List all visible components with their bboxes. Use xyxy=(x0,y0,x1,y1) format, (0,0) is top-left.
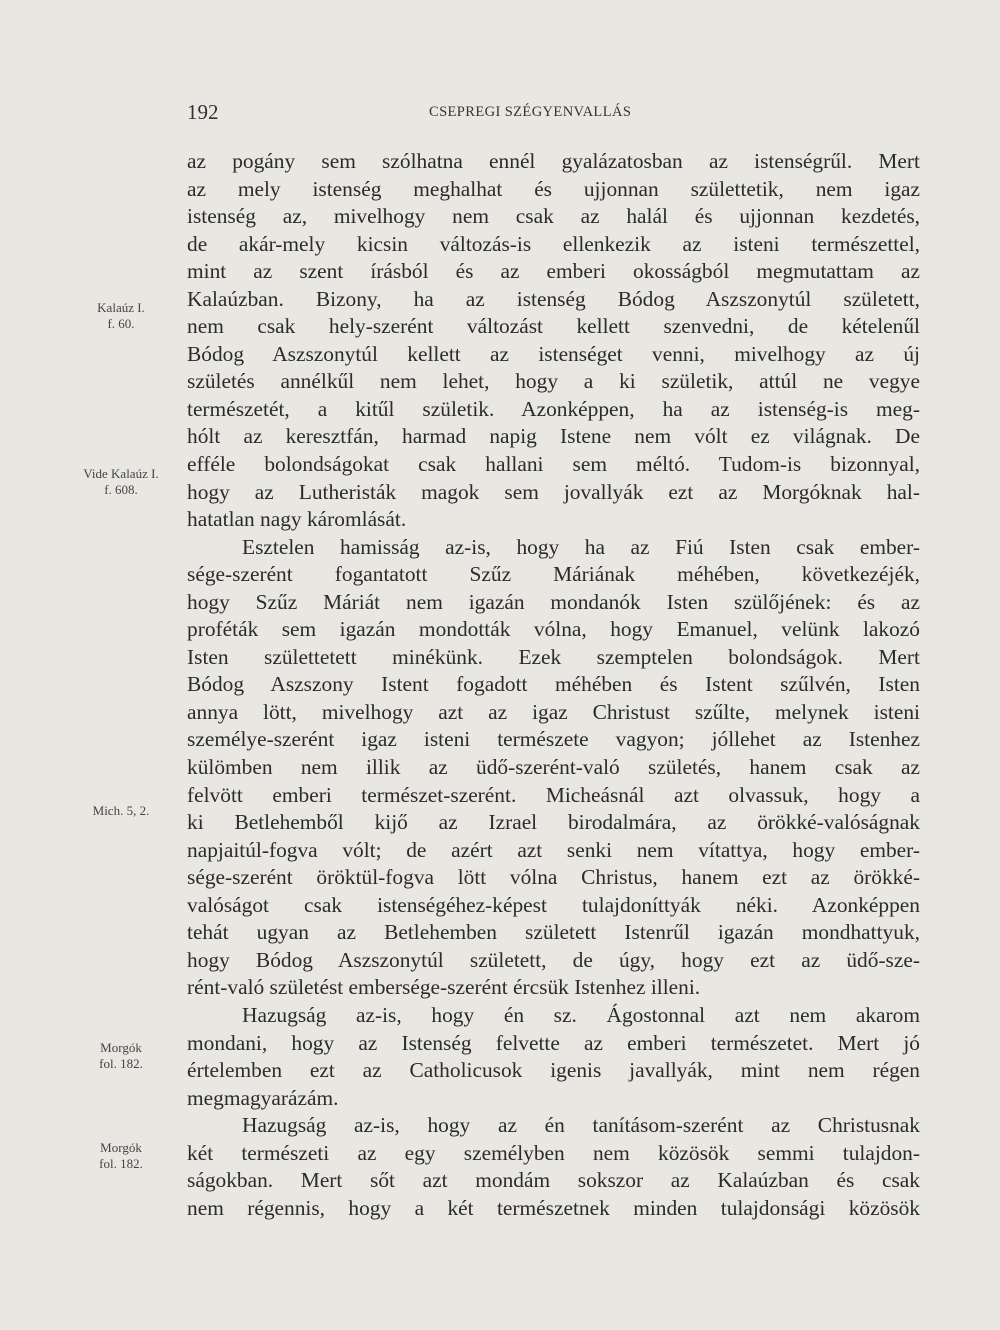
text-line: sége-szerént fogantatott Szűz Máriának méhében, következéjék, xyxy=(187,562,920,587)
margin-note xyxy=(62,466,180,498)
margin-note-line: Morgók xyxy=(100,1040,142,1055)
text-line: proféták sem igazán mondották vólna, hogy Emanuel, velünk lakozó xyxy=(187,617,920,642)
text-line: hogy az Lutheristák magok sem jovallyák ezt az Morgóknak hal- xyxy=(187,479,920,504)
text-line: mint az szent írásból és az emberi okosságból megmutattam az xyxy=(187,259,920,284)
text-line: felvött emberi természet-szerént. Micheásnál azt olvassuk, hogy a xyxy=(187,782,920,807)
text-line: Kalaúzban. Bizony, ha az istenség Bódog Aszszonytúl született, xyxy=(187,286,920,311)
page-number: 192 xyxy=(187,100,219,124)
text-line: nem csak hely-szerént változást kellett szenvedni, de kételenűl xyxy=(187,314,920,339)
text-line: hogy Bódog Aszszonytúl született, de úgy, hogy ezt az üdő-sze- xyxy=(187,947,920,972)
text-line: értelemben ezt az Catholicusok igenis javallyák, mint nem régen xyxy=(187,1058,920,1083)
text-line: tehát ugyan az Betlehemben született Istenrűl igazán mondhattyuk, xyxy=(187,920,920,945)
text-line: valóságot csak istenségéhez-képest tulajdoníttyák néki. Azonképpen xyxy=(187,892,920,917)
text-line: efféle bolondságokat csak hallani sem méltó. Tudom-is bizonnyal, xyxy=(187,452,920,477)
text-line: hatatlan nagy káromlását. xyxy=(187,507,407,532)
margin-note-line: fol. 182. xyxy=(99,1156,143,1171)
text-line: születés annélkűl nem lehet, hogy a ki születik, attúl ne vegye xyxy=(187,369,920,394)
body-text xyxy=(187,148,920,1222)
text-line: nem régennis, hogy a két természetnek minden tulajdonsági közösök xyxy=(187,1195,920,1220)
margin-note xyxy=(62,300,180,332)
text-line: hogy Szűz Máriát nem igazán mondanók Isten szülőjének: és az xyxy=(187,589,920,614)
margin-note-line: Mich. 5, 2. xyxy=(92,803,150,818)
text-line: istenség az, mivelhogy nem csak az halál és ujjonnan kezdetés, xyxy=(187,204,920,229)
text-line: megmagyarázám. xyxy=(187,1085,339,1110)
text-line: mondani, hogy az Istenség felvette az emberi természetet. Mert jó xyxy=(187,1030,920,1055)
running-title: CSEPREGI SZÉGYENVALLÁS xyxy=(429,104,632,120)
text-line: Hazugság az-is, hogy az én tanításom-szerént az Christusnak xyxy=(242,1113,920,1138)
margin-note xyxy=(62,803,180,819)
text-line: természetét, a kitűl születik. Azonképpen, ha az istenség-is meg- xyxy=(187,396,920,421)
text-line: sége-szerént öröktül-fogva lött vólna Christus, hanem ezt az örökké- xyxy=(187,865,920,890)
text-line: hólt az keresztfán, harmad napig Istene nem vólt ez világnak. De xyxy=(187,424,920,449)
text-line: Bódog Aszszony Istent fogadott méhében és Istent szűlvén, Isten xyxy=(187,672,920,697)
text-line: Isten születtetett minékünk. Ezek szemptelen bolondságok. Mert xyxy=(187,644,920,669)
text-line: rént-való születést embersége-szerént ércsük Istenhez illeni. xyxy=(187,975,701,1000)
text-line: napjaitúl-fogva vólt; de azért azt senki nem vítattya, hogy ember- xyxy=(187,837,920,862)
margin-note-line: Kalaúz I. xyxy=(97,300,145,315)
text-line: ki Betlehemből kijő az Izrael birodalmára, az örökké-valóságnak xyxy=(187,810,920,835)
text-line: de akár-mely kicsin változás-is ellenkezik az isteni természettel, xyxy=(187,231,920,256)
text-line: két természeti az egy személyben nem közösök semmi tulajdon- xyxy=(187,1140,920,1165)
page-header xyxy=(187,100,920,130)
margin-note-line: Vide Kalaúz I. xyxy=(83,466,159,481)
margin-note-line: f. 60. xyxy=(107,316,135,331)
text-line: Esztelen hamisság az-is, hogy ha az Fiú Isten csak ember- xyxy=(242,534,920,559)
text-line: Hazugság az-is, hogy én sz. Ágostonnal azt nem akarom xyxy=(242,1002,920,1027)
margin-note-line: fol. 182. xyxy=(99,1056,143,1071)
margin-note-line: f. 608. xyxy=(104,482,138,497)
text-line: az pogány sem szólhatna ennél gyalázatosban az istenségrűl. Mert xyxy=(187,149,920,173)
text-line: ságokban. Mert sőt azt mondám sokszor az Kalaúzban és csak xyxy=(187,1168,920,1193)
text-line: Bódog Aszszonytúl kellett az istenséget venni, mivelhogy az új xyxy=(187,341,920,366)
text-line: külömben nem illik az üdő-szerént-való születés, hanem csak az xyxy=(187,755,920,780)
margin-note xyxy=(62,1040,180,1072)
text-line: az mely istenség meghalhat és ujjonnan születtetik, nem igaz xyxy=(187,176,920,201)
margin-note-line: Morgók xyxy=(100,1140,142,1155)
text-line: annya lött, mivelhogy azt az igaz Christust szűlte, melynek isteni xyxy=(187,699,920,724)
margin-note xyxy=(62,1140,180,1172)
text-line: személye-szerént igaz isteni természete vagyon; jóllehet az Istenhez xyxy=(187,727,920,752)
